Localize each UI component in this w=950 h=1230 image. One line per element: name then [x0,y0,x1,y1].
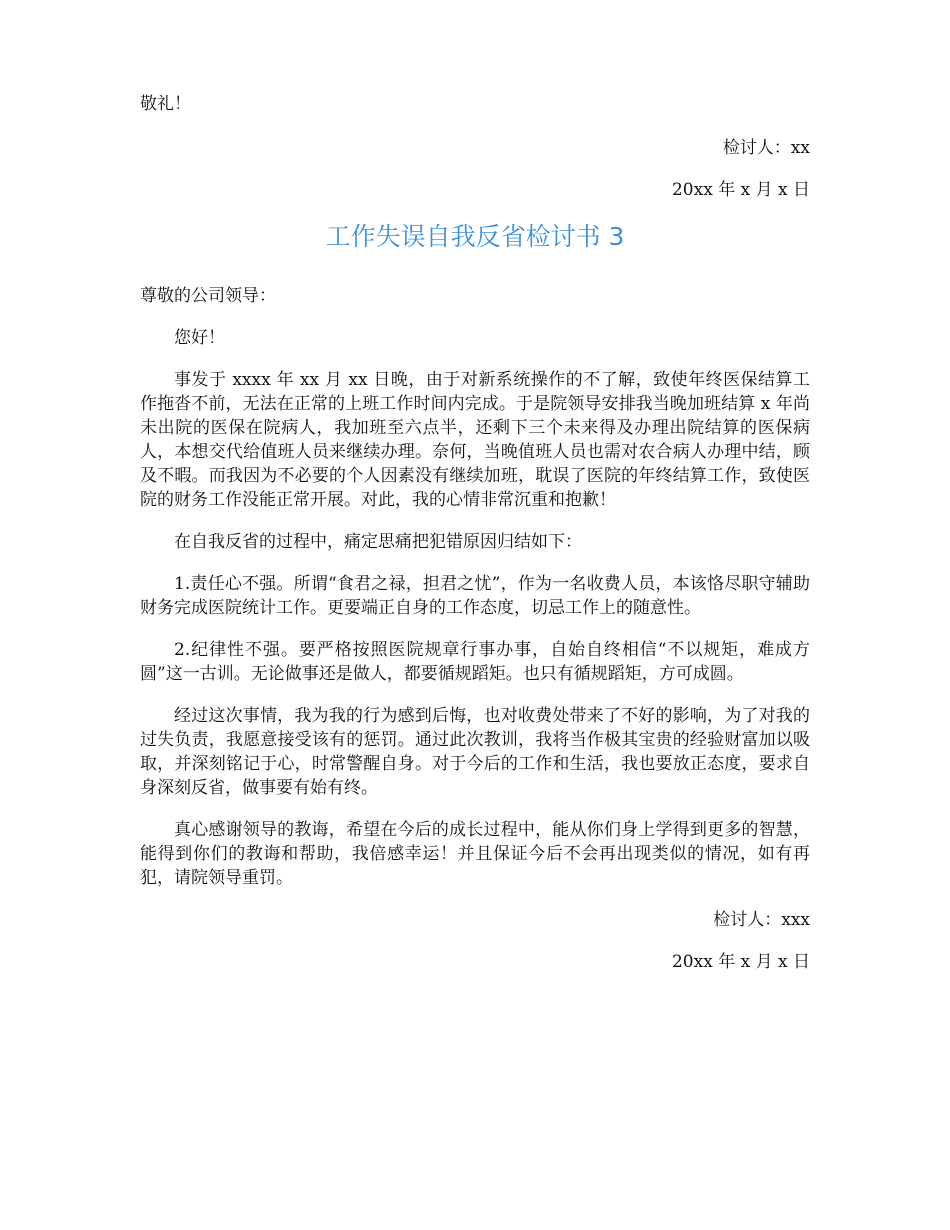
closing-line: 敬礼！ [140,94,191,114]
paragraph-thanks: 真心感谢领导的教诲，希望在今后的成长过程中，能从你们身上学得到更多的智慧，能得到你们的教诲和帮助，我倍感幸运！并且保证今后不会再出现类似的情况，如有再犯，请院领导重罚。 [140,820,810,888]
paragraph-reason-2: 2.纪律性不强。要严格按照医院规章行事办事，自始自终相信“不以规矩，难成方圆”这一古训。无论做事还是做人，都要循规蹈矩。也只有循规蹈矩，方可成圆。 [140,640,810,684]
paragraph-incident: 事发于 xxxx 年 xx 月 xx 日晚，由于对新系统操作的不了解，致使年终医保结算工作拖沓不前，无法在正常的上班工作时间内完成。于是院领导安排我当晚加班结算 x 年尚未出院的医保在院病人，我加班至六点半，还剩下三个未来得及办理出院结算的医保病人，本想交代给值班人员来继续办理。奈何，当晚值班人员也需对农合病人办理中结，顾及不暇。而我因为不必要的个人因素没有继续加班，耽误了医院的年终结算工作，致使医院的财务工作没能正常开展。对此，我的心情非常沉重和抱歉！ [140,370,810,510]
salutation: 尊敬的公司领导： [140,286,276,306]
sign-date-top: 20xx 年 x 月 x 日 [671,180,810,200]
paragraph-greeting: 您好！ [174,328,225,348]
paragraph-reflection-intro: 在自我反省的过程中，痛定思痛把犯错原因归结如下： [174,532,582,552]
document-title: 工作失误自我反省检讨书 3 [325,222,625,251]
signature-block-top [140,136,810,202]
signature-block-bottom [140,908,810,974]
sign-date-bottom: 20xx 年 x 月 x 日 [671,952,810,972]
paragraph-lesson: 经过这次事情，我为我的行为感到后悔，也对收费处带来了不好的影响，为了对我的过失负责，我愿意接受该有的惩罚。通过此次教训，我将当作极其宝贵的经验财富加以吸取，并深刻铭记于心，时常警醒自身。对于今后的工作和生活，我也要放正态度，要求自身深刻反省，做事要有始有终。 [140,706,810,798]
signer-name-bottom: 检讨人：xxx [713,910,810,930]
signer-name-top: 检讨人：xx [722,138,810,158]
paragraph-reason-1: 1.责任心不强。所谓“食君之禄，担君之忧”，作为一名收费人员，本该恪尽职守辅助财务完成医院统计工作。更要端正自身的工作态度，切忌工作上的随意性。 [140,574,810,618]
